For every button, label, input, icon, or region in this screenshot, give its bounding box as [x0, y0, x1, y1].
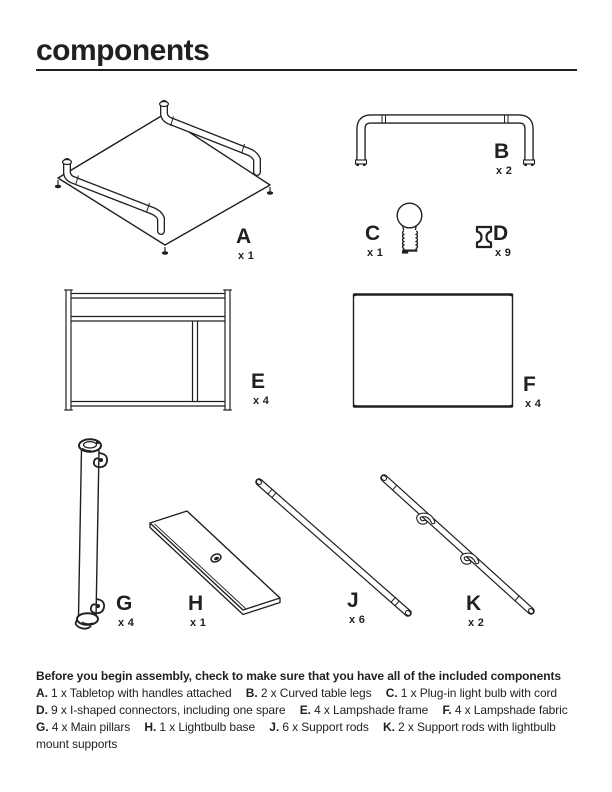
part-quantity: x 4 — [525, 398, 542, 410]
legend-letter: K. — [383, 720, 395, 734]
part-quantity: x 4 — [253, 395, 270, 407]
part-letter: G — [116, 592, 133, 615]
part-letter: D — [493, 222, 509, 245]
legend-item-F — [442, 703, 567, 717]
legend-text: 4 x Lampshade frame — [314, 703, 429, 717]
legend-letter: H. — [144, 720, 157, 734]
legend-letter: E. — [299, 703, 311, 717]
legend-text: 2 x Support rods with lightbulb mount supports — [36, 720, 556, 751]
legend-text: 9 x I-shaped connectors, including one spare — [51, 703, 286, 717]
legend-item-A — [36, 686, 232, 700]
legend-letter: A. — [36, 686, 48, 700]
part-quantity: x 2 — [496, 165, 513, 177]
legend-letter: C. — [385, 686, 398, 700]
part-label-K — [466, 593, 484, 629]
legend-letter: B. — [245, 686, 258, 700]
legend-item-E — [300, 703, 429, 717]
part-label-A — [236, 226, 254, 262]
legend-text: 1 x Tabletop with handles attached — [51, 686, 232, 700]
support-rod-with-mounts-illustration — [378, 471, 540, 621]
part-label-C — [365, 223, 383, 259]
part-label-D — [493, 223, 511, 259]
legend-text: 1 x Lightbulb base — [159, 720, 256, 734]
part-letter: J — [347, 589, 359, 612]
part-label-J — [347, 590, 365, 626]
components-legend — [36, 668, 580, 753]
legend-text: 6 x Support rods — [282, 720, 369, 734]
legend-letter: D. — [36, 703, 48, 717]
part-label-E — [251, 371, 269, 407]
part-quantity: x 1 — [238, 250, 255, 262]
part-letter: B — [494, 140, 510, 163]
legend-item-B — [246, 686, 372, 700]
legend-item-G — [36, 720, 130, 734]
legend-letter: G. — [36, 720, 49, 734]
legend-text: 4 x Main pillars — [51, 720, 131, 734]
lampshade-fabric-illustration — [352, 292, 514, 409]
part-quantity: x 4 — [118, 617, 135, 629]
legend-item-H — [144, 720, 255, 734]
part-letter: F — [523, 373, 536, 396]
part-letter: E — [251, 370, 266, 393]
part-quantity: x 6 — [349, 614, 366, 626]
part-letter: A — [236, 225, 252, 248]
legend-intro: Before you begin assembly, check to make sure that you have all of the included components — [36, 669, 561, 683]
legend-text: 2 x Curved table legs — [260, 686, 372, 700]
legend-letter: J. — [269, 720, 280, 734]
legend-letter: F. — [442, 703, 452, 717]
title-underline — [36, 69, 577, 71]
tabletop-illustration — [42, 96, 334, 268]
part-quantity: x 2 — [468, 617, 485, 629]
part-label-B — [494, 141, 512, 177]
legend-item-D — [36, 703, 285, 717]
part-letter: K — [466, 592, 482, 615]
legend-item-C — [386, 686, 557, 700]
i-connector-illustration — [474, 225, 494, 249]
part-letter: C — [365, 222, 381, 245]
part-quantity: x 1 — [367, 247, 384, 259]
page-title: components — [36, 34, 210, 67]
lampshade-frame-illustration — [62, 287, 234, 413]
lightbulb-illustration — [390, 201, 430, 257]
part-label-F — [523, 374, 541, 410]
legend-body — [36, 685, 580, 753]
legend-item-J — [269, 720, 369, 734]
part-label-H — [188, 593, 206, 629]
part-quantity: x 1 — [190, 617, 207, 629]
part-quantity: x 9 — [495, 247, 512, 259]
part-letter: H — [188, 592, 204, 615]
legend-text: 1 x Plug-in light bulb with cord — [400, 686, 557, 700]
legend-text: 4 x Lampshade fabric — [454, 703, 568, 717]
part-label-G — [116, 593, 134, 629]
